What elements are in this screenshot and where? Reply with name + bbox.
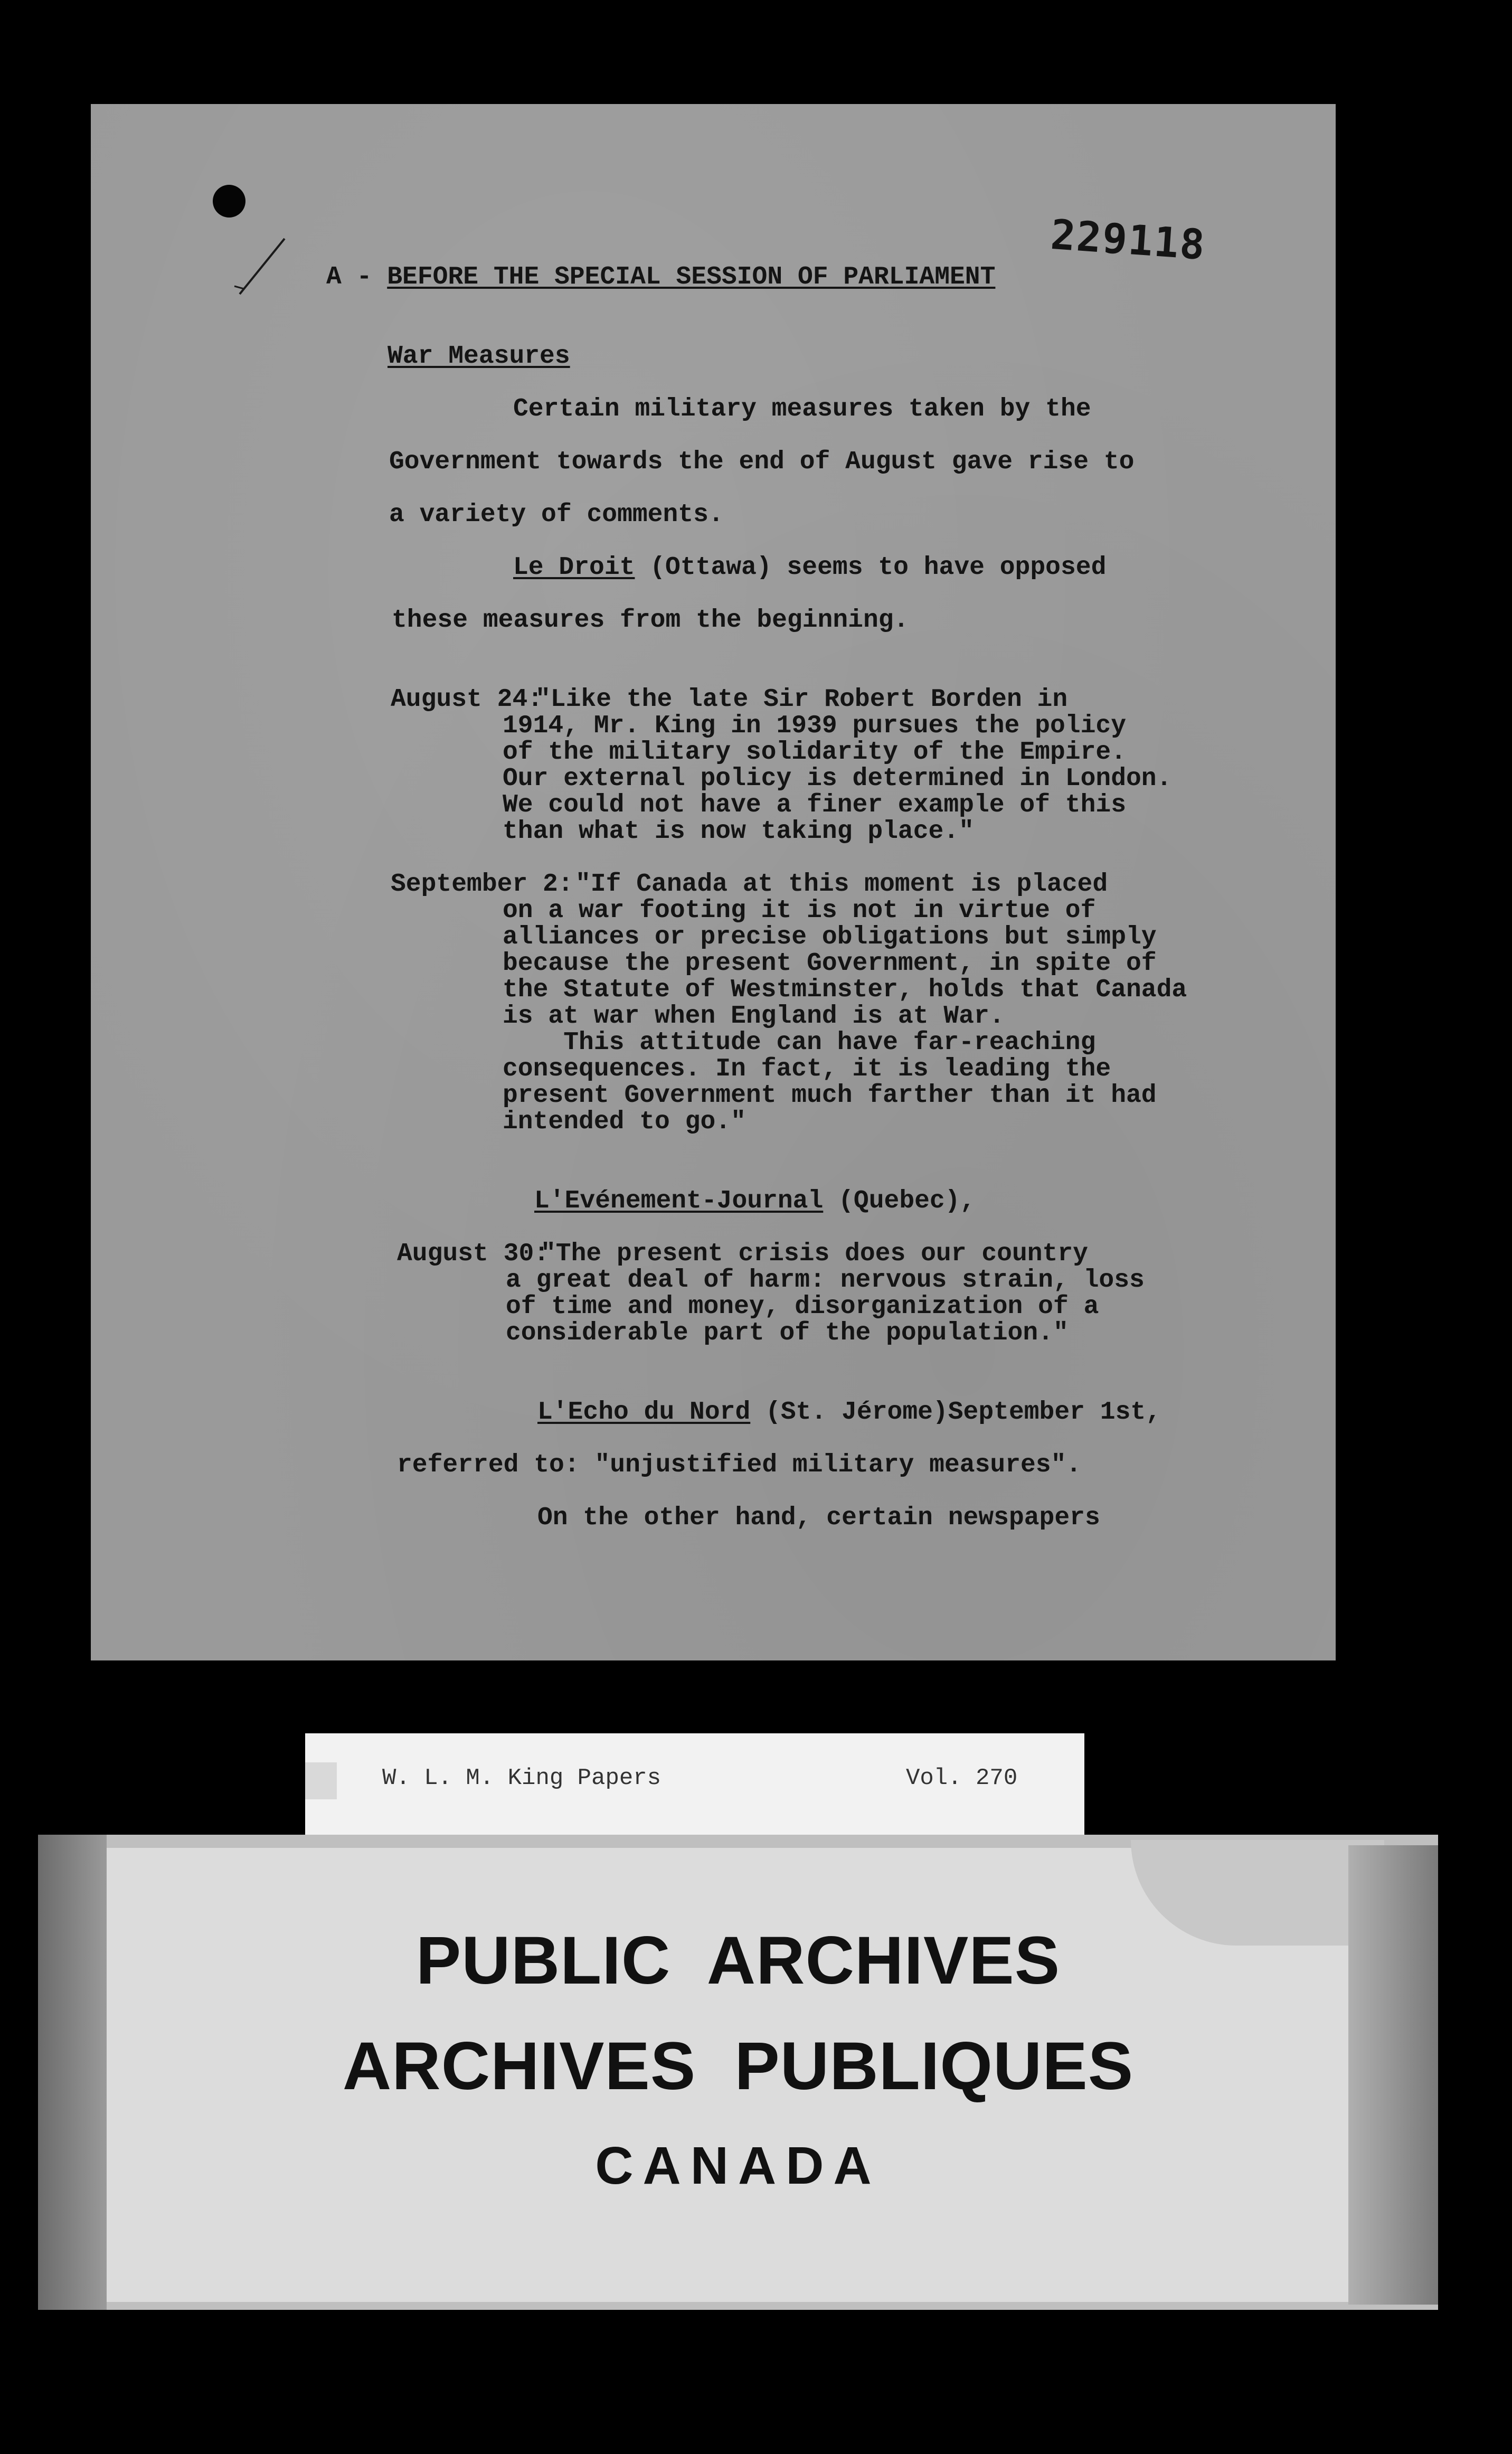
quote-line: alliances or precise obligations but simply [503,923,1157,951]
pencil-mark-icon [229,236,292,299]
intro-line-3: a variety of comments. [389,501,724,529]
quote-date: August 30: [397,1240,550,1268]
label-fold [305,1762,337,1799]
archive-country: CANADA [595,2136,881,2195]
quote-line: We could not have a finer example of this [503,791,1126,819]
quote-line: because the present Government, in spite of [503,949,1157,978]
intro-line-2: Government towards the end of August gave rise to [389,448,1135,476]
quote-line: of time and money, disorganization of a [506,1292,1099,1321]
quote-line: This attitude can have far-reaching [503,1028,1096,1057]
section-heading: A - BEFORE THE SPECIAL SESSION OF PARLIAMENT [326,263,996,291]
volume-number: Vol. 270 [906,1765,1018,1791]
quote-date: September 2: [391,870,573,899]
quote-line: than what is now taking place." [503,817,974,846]
le-droit-line-2: these measures from the beginning. [392,606,909,635]
quote-line: present Government much farther than it had [503,1081,1157,1110]
le-droit-line-1: Le Droit (Ottawa) seems to have opposed [513,553,1107,582]
quote-line: 1914, Mr. King in 1939 pursues the policy [503,712,1126,740]
archive-card [38,1835,1438,2310]
archive-title-fr: ARCHIVES PUBLIQUES [342,2028,1134,2104]
quote-line: "The present crisis does our country [541,1240,1088,1268]
collection-name: W. L. M. King Papers [382,1765,662,1791]
echo-line-2: referred to: "unjustified military measures". [397,1451,1082,1479]
quote-line: intended to go." [503,1108,746,1136]
quote-line: is at war when England is at War. [503,1002,1005,1031]
quote-line: Our external policy is determined in London. [503,764,1172,793]
quote-line: the Statute of Westminster, holds that Canada [503,976,1187,1004]
intro-line-1: Certain military measures taken by the [513,395,1091,423]
document-number: 229118 [1049,211,1207,270]
quote-line: "If Canada at this moment is placed [575,870,1108,899]
punch-hole [213,185,245,218]
quote-line: of the military solidarity of the Empire. [503,738,1126,767]
collection-label-strip [305,1733,1084,1839]
quote-date: August 24: [391,685,543,714]
document-page [91,104,1336,1660]
newspaper-name: L'Evénement-Journal [534,1187,824,1215]
newspaper-name: Le Droit [513,553,635,582]
archive-title-en: PUBLIC ARCHIVES [415,1923,1061,1998]
quote-line: "Like the late Sir Robert Borden in [535,685,1068,714]
subheading-war-measures: War Measures [388,342,570,371]
evenement-line: L'Evénement-Journal (Quebec), [534,1187,976,1215]
quote-line: on a war footing it is not in virtue of [503,896,1096,925]
quote-line: consequences. In fact, it is leading the [503,1055,1111,1083]
quote-line: a great deal of harm: nervous strain, loss [506,1266,1145,1295]
newspaper-name: L'Echo du Nord [537,1398,751,1427]
quote-line: considerable part of the population." [506,1319,1069,1347]
closing-line: On the other hand, certain newspapers [537,1504,1100,1532]
echo-line-1: L'Echo du Nord (St. Jérome)September 1st, [537,1398,1161,1427]
